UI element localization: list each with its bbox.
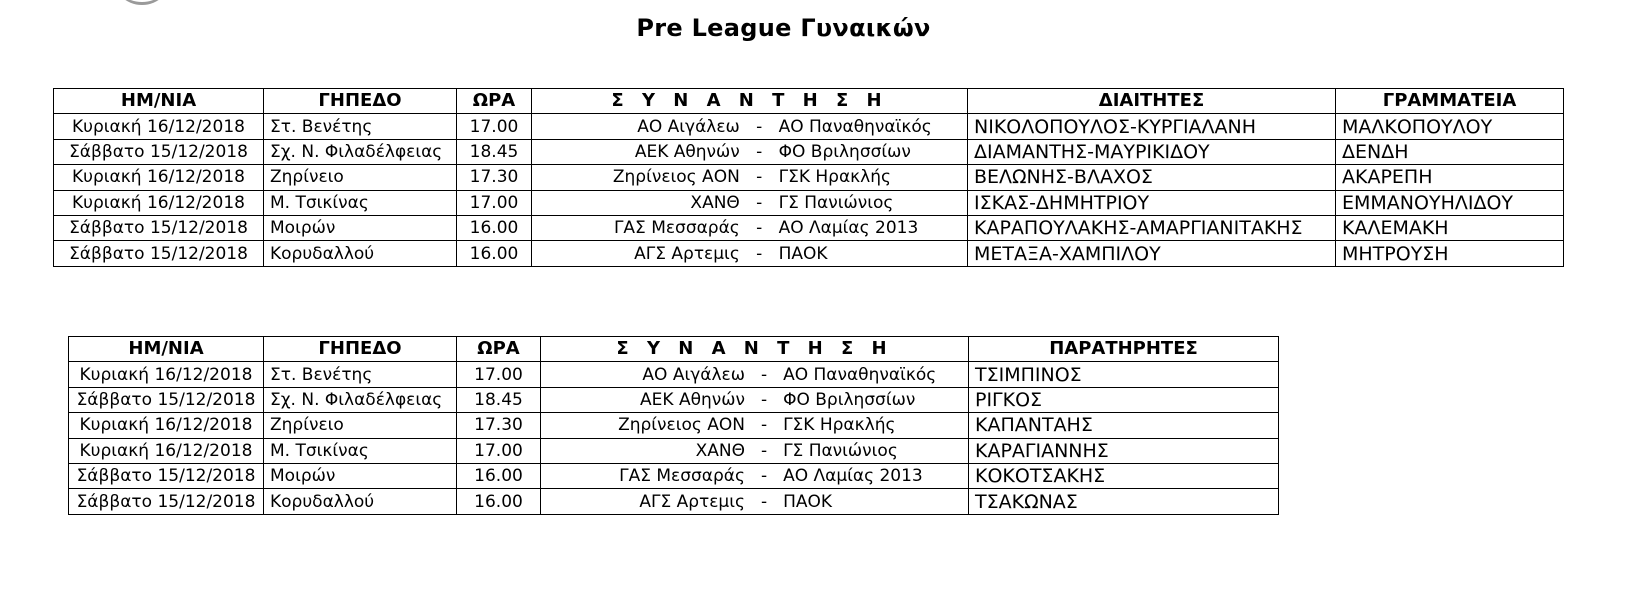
date-cell: Κυριακή 16/12/2018 (54, 190, 264, 215)
venue-cell: Ζηρίνειο (264, 413, 457, 438)
time-cell: 16.00 (457, 463, 541, 488)
date-cell: Σάββατο 15/12/2018 (54, 241, 264, 266)
table-row (69, 362, 1279, 387)
away-team: ΓΣΚ Ηρακλής (783, 415, 896, 436)
home-team: Ζηρίνειος ΑΟΝ (612, 167, 740, 188)
date-cell: Σάββατο 15/12/2018 (54, 215, 264, 240)
home-team: ΓΑΣ Μεσσαράς (613, 218, 740, 239)
away-team: ΓΣ Πανιώνιος (778, 192, 894, 213)
time-cell: 16.00 (457, 241, 532, 266)
observer-cell: ΚΑΡΑΓΙΑΝΝΗΣ (969, 438, 1279, 463)
match-separator: - (756, 116, 763, 137)
home-team: ΑΕΚ Αθηνών (634, 141, 740, 162)
match-separator: - (760, 364, 768, 385)
venue-cell: Ζηρίνειο (264, 165, 457, 190)
match-cell (541, 489, 969, 514)
time-cell: 18.45 (457, 139, 532, 164)
home-team: Ζηρίνειος ΑΟΝ (618, 415, 745, 436)
venue-cell: Στ. Βενέτης (264, 362, 457, 387)
header-venue: ΓΗΠΕΔΟ (264, 337, 457, 362)
match-separator: - (756, 243, 763, 264)
time-cell: 17.30 (457, 413, 541, 438)
header-match: Σ Υ Ν Α Ν Τ Η Σ Η (532, 89, 968, 114)
home-team: ΑΟ Αιγάλεω (642, 364, 745, 385)
table-row (54, 241, 1564, 266)
match-separator: - (760, 389, 768, 410)
table-row (69, 413, 1279, 438)
date-cell: Κυριακή 16/12/2018 (54, 114, 264, 139)
match-separator: - (760, 440, 768, 461)
time-cell: 17.00 (457, 114, 532, 139)
away-team: ΑΟ Παναθηναϊκός (783, 364, 937, 385)
home-team: ΑΓΣ Αρτεμις (639, 491, 745, 512)
header-observers: ΠΑΡΑΤΗΡΗΤΕΣ (969, 337, 1279, 362)
referees-cell: ΜΕΤΑΞΑ-ΧΑΜΠΙΛΟΥ (968, 241, 1336, 266)
secretariat-cell: ΜΗΤΡΟΥΣΗ (1336, 241, 1564, 266)
home-team: ΑΕΚ Αθηνών (640, 389, 745, 410)
venue-cell: Μοιρών (264, 215, 457, 240)
table-row (54, 139, 1564, 164)
header-date: ΗΜ/ΝΙΑ (69, 337, 264, 362)
date-cell: Κυριακή 16/12/2018 (69, 438, 264, 463)
venue-cell: Κορυδαλλού (264, 241, 457, 266)
header-match: Σ Υ Ν Α Ν Τ Η Σ Η (541, 337, 969, 362)
header-referees: ΔΙΑΙΤΗΤΕΣ (968, 89, 1336, 114)
table-row (69, 438, 1279, 463)
table-row (69, 387, 1279, 412)
match-cell (541, 413, 969, 438)
referees-table (53, 88, 1564, 267)
table-row (54, 114, 1564, 139)
home-team: ΓΑΣ Μεσσαράς (619, 466, 745, 487)
match-cell (541, 438, 969, 463)
header-time: ΩΡΑ (457, 337, 541, 362)
table-header-row (54, 89, 1564, 114)
away-team: ΦΟ Βριλησσίων (783, 389, 916, 410)
match-separator: - (760, 415, 768, 436)
time-cell: 17.00 (457, 438, 541, 463)
venue-cell: Σχ. Ν. Φιλαδέλφειας (264, 139, 457, 164)
match-cell (532, 215, 968, 240)
time-cell: 16.00 (457, 489, 541, 514)
secretariat-cell: ΚΑΛΕΜΑΚΗ (1336, 215, 1564, 240)
away-team: ΑΟ Λαμίας 2013 (783, 466, 923, 487)
secretariat-cell: ΔΕΝΔΗ (1336, 139, 1564, 164)
match-cell (532, 190, 968, 215)
header-date: ΗΜ/ΝΙΑ (54, 89, 264, 114)
observer-cell: ΡΙΓΚΟΣ (969, 387, 1279, 412)
match-separator: - (756, 218, 763, 239)
time-cell: 18.45 (457, 387, 541, 412)
time-cell: 17.00 (457, 362, 541, 387)
time-cell: 16.00 (457, 215, 532, 240)
observer-cell: ΚΑΠΑΝΤΑΗΣ (969, 413, 1279, 438)
home-team: ΑΟ Αιγάλεω (637, 116, 740, 137)
table-header-row (69, 337, 1279, 362)
secretariat-cell: ΕΜΜΑΝΟΥΗΛΙΔΟΥ (1336, 190, 1564, 215)
match-separator: - (760, 491, 768, 512)
match-separator: - (760, 466, 768, 487)
observer-cell: ΤΣΑΚΩΝΑΣ (969, 489, 1279, 514)
away-team: ΓΣΚ Ηρακλής (778, 167, 891, 188)
date-cell: Κυριακή 16/12/2018 (69, 362, 264, 387)
time-cell: 17.00 (457, 190, 532, 215)
header-secretariat: ΓΡΑΜΜΑΤΕΙΑ (1336, 89, 1564, 114)
home-team: ΧΑΝΘ (695, 440, 745, 461)
secretariat-cell: ΑΚΑΡΕΠΗ (1336, 165, 1564, 190)
date-cell: Σάββατο 15/12/2018 (54, 139, 264, 164)
date-cell: Σάββατο 15/12/2018 (69, 387, 264, 412)
venue-cell: Μοιρών (264, 463, 457, 488)
venue-cell: Στ. Βενέτης (264, 114, 457, 139)
date-cell: Κυριακή 16/12/2018 (69, 413, 264, 438)
match-cell (541, 463, 969, 488)
match-cell (532, 241, 968, 266)
away-team: ΓΣ Πανιώνιος (783, 440, 898, 461)
match-cell (541, 387, 969, 412)
table-row (69, 489, 1279, 514)
away-team: ΑΟ Λαμίας 2013 (778, 218, 919, 239)
match-cell (532, 139, 968, 164)
logo-fragment (112, 0, 172, 5)
date-cell: Σάββατο 15/12/2018 (69, 489, 264, 514)
home-team: ΧΑΝΘ (690, 192, 740, 213)
observer-cell: ΤΣΙΜΠΙΝΟΣ (969, 362, 1279, 387)
away-team: ΠΑΟΚ (783, 491, 833, 512)
table-row (54, 215, 1564, 240)
home-team: ΑΓΣ Αρτεμις (634, 243, 740, 264)
venue-cell: Κορυδαλλού (264, 489, 457, 514)
page-title: Pre League Γυναικών (636, 14, 931, 42)
table-row (69, 463, 1279, 488)
match-separator: - (756, 167, 763, 188)
match-cell (532, 165, 968, 190)
secretariat-cell: ΜΑΛΚΟΠΟΥΛΟΥ (1336, 114, 1564, 139)
table-row (54, 190, 1564, 215)
away-team: ΠΑΟΚ (778, 243, 828, 264)
referees-cell: ΒΕΛΩΝΗΣ-ΒΛΑΧΟΣ (968, 165, 1336, 190)
match-cell (532, 114, 968, 139)
referees-cell: ΚΑΡΑΠΟΥΛΑΚΗΣ-ΑΜΑΡΓΙΑΝΙΤΑΚΗΣ (968, 215, 1336, 240)
header-venue: ΓΗΠΕΔΟ (264, 89, 457, 114)
venue-cell: Σχ. Ν. Φιλαδέλφειας (264, 387, 457, 412)
observer-cell: ΚΟΚΟΤΣΑΚΗΣ (969, 463, 1279, 488)
time-cell: 17.30 (457, 165, 532, 190)
away-team: ΦΟ Βριλησσίων (778, 141, 911, 162)
away-team: ΑΟ Παναθηναϊκός (778, 116, 932, 137)
observers-table (68, 336, 1279, 515)
referees-cell: ΝΙΚΟΛΟΠΟΥΛΟΣ-ΚΥΡΓΙΑΛΑΝΗ (968, 114, 1336, 139)
table-row (54, 165, 1564, 190)
match-separator: - (756, 141, 763, 162)
header-time: ΩΡΑ (457, 89, 532, 114)
date-cell: Κυριακή 16/12/2018 (54, 165, 264, 190)
referees-cell: ΔΙΑΜΑΝΤΗΣ-ΜΑΥΡΙΚΙΔΟΥ (968, 139, 1336, 164)
match-separator: - (756, 192, 763, 213)
date-cell: Σάββατο 15/12/2018 (69, 463, 264, 488)
venue-cell: Μ. Τσικίνας (264, 190, 457, 215)
venue-cell: Μ. Τσικίνας (264, 438, 457, 463)
match-cell (541, 362, 969, 387)
referees-cell: ΙΣΚΑΣ-ΔΗΜΗΤΡΙΟΥ (968, 190, 1336, 215)
